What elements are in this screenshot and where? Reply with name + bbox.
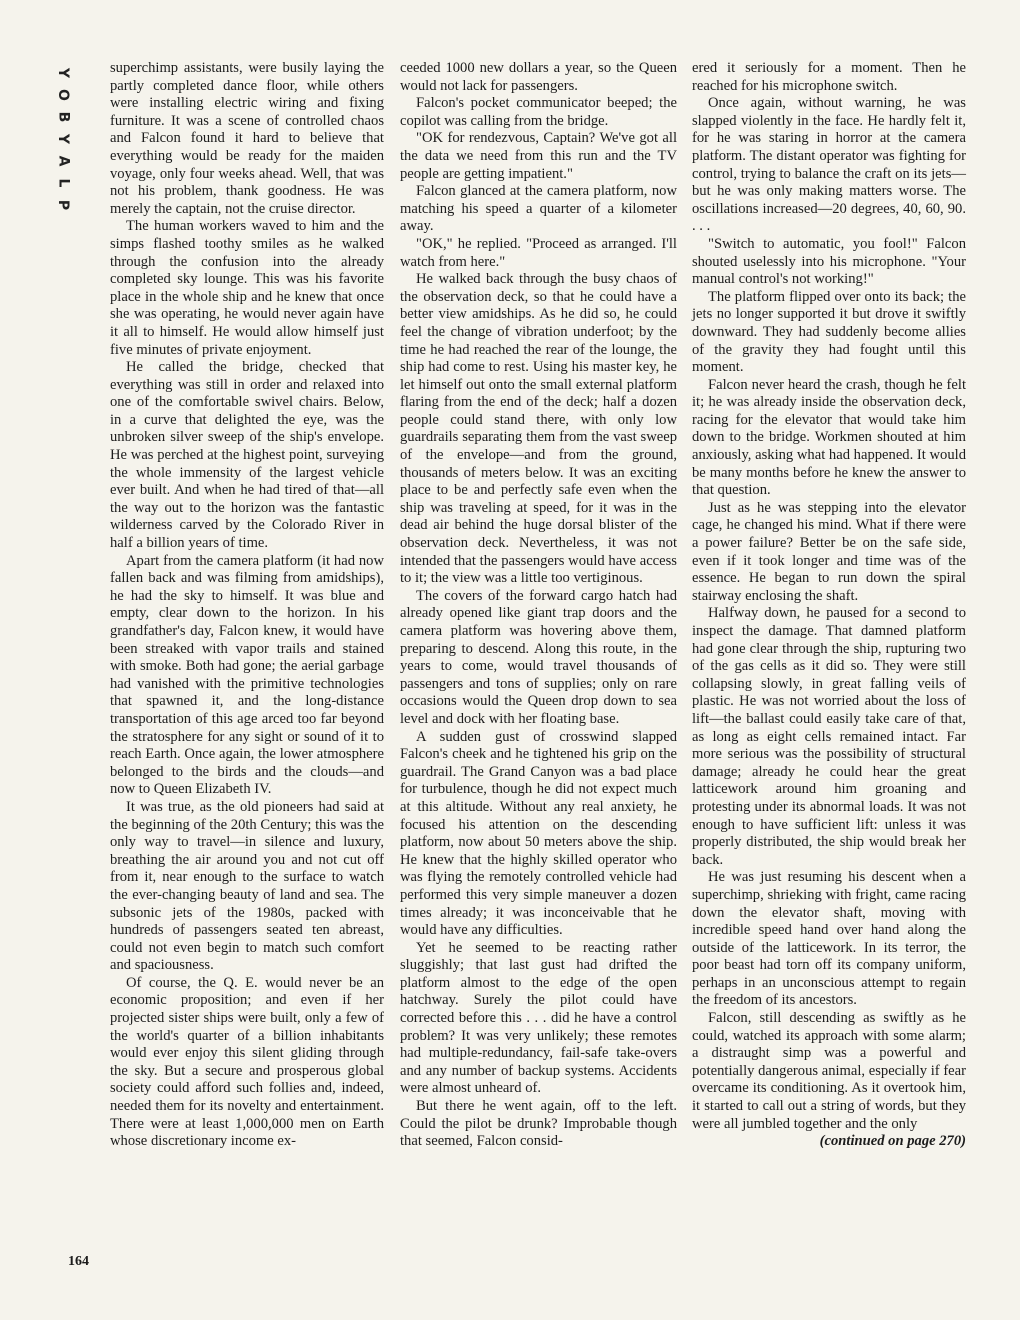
paragraph: But there he went again, off to the left. Could the pilot be drunk? Improbable though that seemed, Falcon consid- — [400, 1098, 677, 1150]
magazine-letter: P — [54, 199, 71, 211]
page-number: 164 — [68, 1254, 89, 1269]
paragraph: "Switch to automatic, you fool!" Falcon shouted uselessly into his microphone. "Your manual control's not working!" — [692, 235, 966, 288]
magazine-letter: O — [55, 89, 71, 101]
magazine-letter: A — [55, 155, 71, 167]
article-column-3 — [692, 60, 966, 1151]
magazine-letter: Y — [54, 133, 71, 145]
paragraph: He was just resuming his descent when a superchimp, shrieking with fright, came racing down the elevator shaft, moving with incredible speed hand over hand along the outside of the latticework. In its terror, the poor beast had torn off its company uniform, perhaps in an unconscious attempt to regain the freedom of its ancestors. — [692, 869, 966, 1009]
paragraph: The covers of the forward cargo hatch had already opened like giant trap doors and the camera platform was hovering above them, preparing to descend. Along this route, in the years to come, would travel thousands of passengers and tons of supplies; only on rare occasions would the Queen drop down to sea level and dock with her floating base. — [400, 587, 677, 727]
paragraph: Falcon never heard the crash, though he felt it; he was already inside the observation deck, racing for the elevator that would take him down to the bridge. Workmen shouted at him anxiously, asking what had happened. It would be many months before he knew the answer to that question. — [692, 376, 966, 499]
article-column-2 — [400, 60, 677, 1151]
paragraph: Of course, the Q. E. would never be an economic proposition; and even if her projected sister ships were built, only a few of the world's quarter of a billion inhabitants would ever enjoy this silent gliding through the sky. But a secure and prosperous global society could afford such follies and, indeed, needed them for its novelty and entertainment. There were at least 1,000,000 men on Earth whose discretionary income ex- — [110, 974, 384, 1150]
paragraph: He walked back through the busy chaos of the observation deck, so that he could have a better view amidships. As he did so, he could feel the change of vibration underfoot; by the time he had reached the rear of the lounge, the ship had come to rest. Using his master key, he let himself out onto the small external platform flaring from the end of the deck; half a dozen people could stand there, with only low guardrails separating them from the vast sweep of the envelope—and from the ground, thousands of meters below. It was an exciting place to be and perfectly safe even when the ship was traveling at speed, for it was in the dead air behind the huge dorsal blister of the observation deck. Nevertheless, it was not intended that the passengers would have access to it; the view was a little too vertiginous. — [400, 271, 677, 587]
article-column-1 — [110, 60, 384, 1151]
magazine-letter: L — [54, 178, 71, 188]
paragraph: Just as he was stepping into the elevator cage, he changed his mind. What if there were a power failure? Better be on the safe side, even if it took longer and time was of the essence. He began to run down the spiral stairway enclosing the shaft. — [692, 499, 966, 604]
magazine-letter: B — [54, 111, 71, 123]
paragraph: Yet he seemed to be reacting rather sluggishly; that last gust had drifted the platform almost to the edge of the open hatchway. Surely the pilot could have corrected before this . . . did he have a control problem? It was very unlikely; these remotes had multiple-redundancy, fail-safe take-overs and any number of backup systems. Accidents were almost unheard of. — [400, 939, 677, 1097]
paragraph: The human workers waved to him and the simps flashed toothy smiles as he walked through the confusion into the already completed sky lounge. This was his favorite place in the whole ship and he knew that once she was operating, he would never again have it all to himself. He would allow himself just five minutes of private enjoyment. — [110, 218, 384, 358]
paragraph: Falcon's pocket communicator beeped; the copilot was calling from the bridge. — [400, 95, 677, 129]
magazine-name-vertical — [48, 62, 78, 216]
paragraph: "OK," he replied. "Proceed as arranged. I'll watch from here." — [400, 235, 677, 270]
paragraph: "OK for rendezvous, Captain? We've got all the data we need from this run and the TV people are getting impatient." — [400, 130, 677, 182]
paragraph: Halfway down, he paused for a second to inspect the damage. That damned platform had gone clear through the ship, rupturing two of the gas cells as it did so. They were still collapsing slowly, in great falling veils of plastic. He was not worried about the loss of lift—the ballast could easily take care of that, as long as eight cells remained intact. Far more serious was the possibility of structural damage; already he could hear the great latticework around him groaning and protesting under its abnormal loads. It was not enough to have sufficient lift: unless it was properly distributed, the ship would break her back. — [692, 605, 966, 868]
paragraph: Once again, without warning, he was slapped violently in the face. He hardly felt it, for he was staring in horror at the camera platform. The distant operator was fighting for control, trying to balance the craft on its jets—but he was only making matters worse. The oscillations increased—20 degrees, 40, 60, 90. . . . — [692, 95, 966, 235]
paragraph: Apart from the camera platform (it had now fallen back and was filming from amidships), he had the sky to himself. It was blue and empty, clear down to the horizon. In his grandfather's day, Falcon knew, it would have been streaked with vapor trails and stained with smoke. Both had gone; the aerial garbage had vanished with the primitive technologies that spawned it, and the long-distance transportation of this age arced too far beyond the stratosphere for any sight or sound of it to reach Earth. Once again, the lower atmosphere belonged to the birds and the clouds—and now to Queen Elizabeth IV. — [110, 552, 384, 798]
paragraph: superchimp assistants, were busily laying the partly completed dance floor, while others were installing electric wiring and fixing furniture. It was a scene of controlled chaos and Falcon found it hard to believe that everything would be ready for the maiden voyage, only four weeks ahead. Well, that was not his problem, thank goodness. He was merely the captain, not the cruise director. — [110, 60, 384, 217]
paragraph: A sudden gust of crosswind slapped Falcon's cheek and he tightened his grip on the guardrail. The Grand Canyon was a bad place for turbulence, though he did not expect much at this altitude. Without any real anxiety, he focused his attention on the descending platform, now about 50 meters above the ship. He knew that the highly skilled operator who was flying the remotely controlled vehicle had performed this very simple maneuver a dozen times already; it was inconceivable that he would have any difficulties. — [400, 728, 677, 939]
paragraph: ered it seriously for a moment. Then he reached for his microphone switch. — [692, 60, 966, 94]
paragraph: Falcon glanced at the camera platform, now matching his speed a quarter of a kilometer away. — [400, 183, 677, 235]
paragraph: It was true, as the old pioneers had said at the beginning of the 20th Century; this was the only way to travel—in silence and luxury, breathing the air around you and not cut off from it, near enough to the surface to watch the ever-changing beauty of land and sea. The subsonic jets of the 1980s, packed with hundreds of passengers seated ten abreast, could not even begin to match such comfort and spaciousness. — [110, 798, 384, 974]
paragraph: He called the bridge, checked that everything was still in order and relaxed into one of the comfortable swivel chairs. Below, in a curve that delighted the eye, was the unbroken silver sweep of the ship's envelope. He was perched at the highest point, surveying the whole immensity of the largest vehicle ever built. And when he had tired of that—all the way out to the horizon was the fantastic wilderness carved by the Colorado River in half a billion years of time. — [110, 359, 384, 552]
paragraph: ceeded 1000 new dollars a year, so the Queen would not lack for passengers. — [400, 60, 677, 94]
magazine-letter: Y — [54, 67, 71, 79]
paragraph: Falcon, still descending as swiftly as he could, watched its approach with some alarm; a distraught simp was a powerful and potentially dangerous animal, especially if fear overcame its conditioning. As it overtook him, it started to call out a string of words, but they were all jumbled together and the only — [692, 1010, 966, 1132]
paragraph: The platform flipped over onto its back; the jets no longer supported it but drove it swiftly downward. They had suddenly become allies of the gravity they had fought until this moment. — [692, 288, 966, 376]
continued-note: (continued on page 270) — [819, 1133, 966, 1150]
